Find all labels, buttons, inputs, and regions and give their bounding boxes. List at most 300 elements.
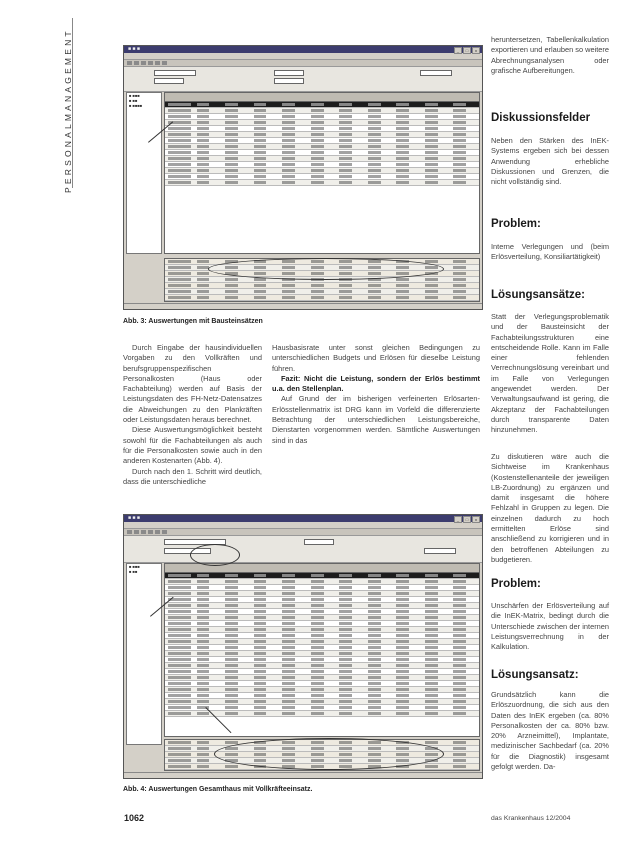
table-cell — [254, 664, 267, 667]
table-cell — [254, 646, 267, 649]
table-cell — [254, 634, 267, 637]
table-cell — [339, 290, 352, 293]
table-cell — [368, 712, 381, 715]
table-cell — [254, 604, 267, 607]
table-cell — [311, 103, 324, 106]
figure2-highlight-bottom — [214, 738, 444, 770]
table-cell — [197, 634, 210, 637]
table-cell — [425, 664, 438, 667]
table-cell — [396, 622, 409, 625]
table-cell — [396, 682, 409, 685]
table-cell — [254, 115, 267, 118]
table-cell — [339, 694, 352, 697]
table-cell — [168, 151, 191, 154]
table-cell — [168, 741, 191, 744]
table-cell — [282, 640, 295, 643]
table-cell — [282, 652, 295, 655]
table-cell — [225, 712, 238, 715]
table-cell — [225, 700, 238, 703]
left-column — [123, 343, 262, 487]
table-cell — [225, 574, 238, 577]
table-cell — [425, 694, 438, 697]
table-cell — [168, 284, 191, 287]
table-cell — [254, 706, 267, 709]
table-cell — [425, 688, 438, 691]
table-cell — [197, 115, 210, 118]
table-cell — [282, 616, 295, 619]
table-cell — [339, 574, 352, 577]
table-cell — [311, 175, 324, 178]
table-cell — [168, 759, 191, 762]
table-cell — [254, 290, 267, 293]
table-cell — [453, 157, 466, 160]
table-cell — [425, 622, 438, 625]
table-cell — [368, 652, 381, 655]
table-cell — [168, 652, 191, 655]
table-cell — [396, 604, 409, 607]
table-cell — [282, 682, 295, 685]
table-cell — [396, 127, 409, 130]
table-cell — [311, 700, 324, 703]
table-cell — [225, 145, 238, 148]
table-cell — [453, 115, 466, 118]
table-cell — [368, 169, 381, 172]
table-cell — [339, 670, 352, 673]
table-row — [165, 295, 479, 301]
table-cell — [453, 604, 466, 607]
table-cell — [282, 109, 295, 112]
table-cell — [339, 175, 352, 178]
table-cell — [282, 598, 295, 601]
table-cell — [368, 628, 381, 631]
table-cell — [396, 133, 409, 136]
table-cell — [311, 592, 324, 595]
table-cell — [225, 616, 238, 619]
table-cell — [396, 664, 409, 667]
table-cell — [254, 103, 267, 106]
table-cell — [425, 284, 438, 287]
table-cell — [282, 151, 295, 154]
table-cell — [197, 574, 210, 577]
table-cell — [368, 664, 381, 667]
table-cell — [453, 676, 466, 679]
table-cell — [396, 652, 409, 655]
table-cell — [225, 664, 238, 667]
table-cell — [311, 646, 324, 649]
table-cell — [339, 640, 352, 643]
table-cell — [311, 586, 324, 589]
table-cell — [453, 634, 466, 637]
table-cell — [425, 278, 438, 281]
figure1-table — [164, 92, 480, 254]
table-cell — [225, 133, 238, 136]
table-cell — [396, 181, 409, 184]
table-cell — [453, 586, 466, 589]
heading-loesungsansatz: Lösungsansatz: — [491, 669, 579, 681]
table-cell — [225, 127, 238, 130]
table-cell — [254, 592, 267, 595]
table-cell — [254, 640, 267, 643]
table-cell — [311, 133, 324, 136]
heading-loesungsansaetze: Lösungsansätze: — [491, 289, 585, 301]
figure1-highlight — [208, 258, 444, 280]
table-cell — [254, 652, 267, 655]
table-cell — [282, 290, 295, 293]
table-cell — [453, 753, 466, 756]
table-cell — [168, 181, 191, 184]
table-cell — [453, 670, 466, 673]
table-cell — [282, 658, 295, 661]
table-cell — [225, 175, 238, 178]
table-cell — [425, 658, 438, 661]
middle-conclusion: Fazit: Nicht die Leistung, sondern der Erlös bestimmt u.a. den Stellenplan. — [272, 373, 480, 394]
table-cell — [453, 640, 466, 643]
table-cell — [339, 616, 352, 619]
table-cell — [396, 700, 409, 703]
table-cell — [339, 598, 352, 601]
table-cell — [254, 145, 267, 148]
heading-diskussionsfelder: Diskussionsfelder — [491, 112, 591, 124]
table-cell — [396, 151, 409, 154]
table-cell — [396, 694, 409, 697]
table-cell — [368, 598, 381, 601]
table-cell — [339, 133, 352, 136]
table-cell — [197, 290, 210, 293]
right-paragraph-5: Unschärfen der Erlösverteilung auf die InEK-Matrix, bedingt durch die Unterschiede zwischen der internen Leistungsverrechnung in der Kalkulation. — [491, 601, 609, 652]
table-cell — [197, 145, 210, 148]
table-cell — [282, 133, 295, 136]
table-cell — [197, 296, 210, 299]
table-cell — [282, 586, 295, 589]
table-cell — [453, 151, 466, 154]
table-cell — [368, 634, 381, 637]
table-cell — [368, 658, 381, 661]
table-cell — [282, 610, 295, 613]
table-cell — [225, 284, 238, 287]
right-paragraph-3: Statt der Verlegungsproblematik und der Bausteinsicht der Fachabteilungsstrukturen eine entscheidende Rolle. Kann im Falle einer fehlenden Verrechnungslösung vereinbart und im Falle von Verlegungen angewendet werden. Der Verwaltungsaufwand ist gering, die Akzeptanz der Fachabteilungen durch transparente Daten hinzunehmen. — [491, 312, 609, 435]
table-cell — [168, 133, 191, 136]
table-cell — [254, 694, 267, 697]
table-cell — [339, 586, 352, 589]
table-cell — [197, 151, 210, 154]
table-cell — [254, 181, 267, 184]
table-cell — [311, 712, 324, 715]
table-cell — [368, 175, 381, 178]
journal-footer: das Krankenhaus 12/2004 — [491, 815, 571, 822]
table-cell — [197, 670, 210, 673]
table-cell — [453, 765, 466, 768]
table-cell — [368, 688, 381, 691]
table-cell — [168, 676, 191, 679]
table-cell — [311, 169, 324, 172]
table-cell — [425, 628, 438, 631]
table-cell — [453, 741, 466, 744]
table-cell — [168, 145, 191, 148]
table-cell — [425, 712, 438, 715]
table-cell — [168, 574, 191, 577]
table-cell — [339, 163, 352, 166]
table-cell — [282, 121, 295, 124]
figure1-caption: Abb. 3: Auswertungen mit Bausteinsätzen — [123, 318, 263, 325]
table-cell — [197, 127, 210, 130]
table-cell — [425, 741, 438, 744]
table-cell — [168, 646, 191, 649]
table-cell — [453, 103, 466, 106]
table-cell — [168, 688, 191, 691]
table-cell — [311, 151, 324, 154]
table-cell — [396, 278, 409, 281]
table-cell — [453, 622, 466, 625]
table-cell — [254, 622, 267, 625]
table-cell — [368, 284, 381, 287]
table-cell — [311, 682, 324, 685]
table-cell — [396, 598, 409, 601]
table-cell — [425, 574, 438, 577]
table-cell — [368, 700, 381, 703]
table-cell — [453, 109, 466, 112]
table-cell — [197, 580, 210, 583]
table-cell — [339, 284, 352, 287]
table-cell — [197, 688, 210, 691]
table-cell — [425, 290, 438, 293]
table-cell — [282, 163, 295, 166]
table-cell — [168, 604, 191, 607]
table-cell — [368, 640, 381, 643]
table-cell — [368, 103, 381, 106]
right-paragraph-6: Grundsätzlich kann die Erlöszuordnung, die sich aus den Daten des InEK ergeben (ca. 80% Personalkosten der ca. 80% bzw. 20% Arzneimittel), Implantate, medizinischer Sachbedarf (ca. 20% für die Diagnostik) insgesamt gefolgt werden. Da- — [491, 690, 609, 772]
table-cell — [453, 700, 466, 703]
table-cell — [453, 127, 466, 130]
table-cell — [168, 700, 191, 703]
table-cell — [197, 284, 210, 287]
table-cell — [225, 670, 238, 673]
table-cell — [425, 133, 438, 136]
table-cell — [311, 658, 324, 661]
figure2-table — [164, 563, 480, 737]
table-cell — [168, 682, 191, 685]
table-cell — [168, 115, 191, 118]
table-cell — [425, 765, 438, 768]
table-cell — [339, 712, 352, 715]
table-cell — [339, 688, 352, 691]
table-cell — [396, 169, 409, 172]
table-cell — [339, 127, 352, 130]
table-cell — [168, 586, 191, 589]
table-cell — [225, 592, 238, 595]
table-cell — [368, 163, 381, 166]
table-cell — [197, 682, 210, 685]
table-cell — [311, 706, 324, 709]
table-cell — [225, 278, 238, 281]
table-cell — [282, 688, 295, 691]
table-cell — [168, 640, 191, 643]
table-cell — [168, 103, 191, 106]
table-cell — [168, 169, 191, 172]
figure1-screenshot: ■ ■ ■ _ □ x ■ ■■■ ■ ■■ ■ ■■■■ — [123, 45, 483, 310]
table-cell — [225, 580, 238, 583]
table-cell — [396, 175, 409, 178]
table-cell — [168, 670, 191, 673]
table-cell — [282, 145, 295, 148]
table-cell — [254, 670, 267, 673]
middle-column — [272, 343, 480, 446]
table-cell — [225, 610, 238, 613]
right-paragraph-2: Interne Verlegungen und (beim Erlösverteilung, Konsiliartätigkeit) — [491, 242, 609, 262]
table-cell — [254, 133, 267, 136]
table-row — [165, 180, 479, 186]
table-cell — [282, 628, 295, 631]
table-cell — [225, 109, 238, 112]
table-cell — [339, 628, 352, 631]
table-cell — [396, 109, 409, 112]
table-cell — [254, 121, 267, 124]
table-cell — [282, 622, 295, 625]
table-cell — [168, 658, 191, 661]
table-cell — [453, 272, 466, 275]
right-paragraph-4: Zu diskutieren wäre auch die Sichtweise im Krankenhaus (Kostenstellenanteile der jeweiligen LB-Zuordnung) zu ergänzen und damit insgesamt die höhere Fehlzahl in Gruppen zu legen. Die einzelnen dadurch zu hoch ermittelten Erlöse sind anschließend zu korrigieren und in den betroffenen Abteilungen zu budgetieren. — [491, 452, 609, 564]
table-cell — [282, 580, 295, 583]
table-cell — [282, 646, 295, 649]
table-cell — [368, 706, 381, 709]
table-cell — [254, 296, 267, 299]
table-cell — [197, 759, 210, 762]
table-cell — [425, 175, 438, 178]
table-cell — [453, 652, 466, 655]
table-cell — [168, 139, 191, 142]
table-cell — [254, 580, 267, 583]
table-cell — [168, 753, 191, 756]
table-cell — [225, 765, 238, 768]
table-cell — [168, 272, 191, 275]
table-cell — [197, 109, 210, 112]
table-cell — [368, 682, 381, 685]
left-paragraph-3: Durch nach den 1. Schritt wird deutlich, dass die unterschiedliche — [123, 466, 262, 486]
table-cell — [425, 103, 438, 106]
table-cell — [282, 676, 295, 679]
table-cell — [453, 175, 466, 178]
table-cell — [396, 296, 409, 299]
table-cell — [425, 700, 438, 703]
table-cell — [368, 592, 381, 595]
figure1-tree: ■ ■■■ ■ ■■ ■ ■■■■ — [126, 92, 162, 254]
table-cell — [311, 290, 324, 293]
table-cell — [225, 622, 238, 625]
table-cell — [311, 694, 324, 697]
heading-problem-1: Problem: — [491, 218, 541, 230]
table-cell — [453, 688, 466, 691]
table-cell — [368, 121, 381, 124]
table-cell — [197, 712, 210, 715]
table-cell — [425, 640, 438, 643]
table-cell — [453, 121, 466, 124]
table-cell — [339, 652, 352, 655]
table-cell — [339, 592, 352, 595]
table-cell — [396, 592, 409, 595]
table-cell — [396, 290, 409, 293]
table-cell — [368, 622, 381, 625]
table-cell — [339, 181, 352, 184]
table-cell — [225, 628, 238, 631]
table-cell — [368, 145, 381, 148]
table-cell — [282, 181, 295, 184]
table-cell — [197, 640, 210, 643]
table-cell — [368, 610, 381, 613]
table-cell — [168, 127, 191, 130]
table-cell — [396, 115, 409, 118]
table-cell — [396, 574, 409, 577]
table-cell — [339, 157, 352, 160]
table-cell — [168, 628, 191, 631]
table-cell — [254, 712, 267, 715]
table-cell — [453, 139, 466, 142]
table-cell — [197, 628, 210, 631]
table-cell — [368, 296, 381, 299]
table-cell — [311, 664, 324, 667]
table-cell — [453, 682, 466, 685]
table-cell — [339, 109, 352, 112]
table-cell — [254, 628, 267, 631]
table-cell — [368, 181, 381, 184]
middle-paragraph-2 — [272, 374, 480, 395]
table-cell — [396, 646, 409, 649]
table-cell — [425, 634, 438, 637]
table-cell — [339, 296, 352, 299]
table-cell — [311, 145, 324, 148]
table-cell — [168, 296, 191, 299]
table-cell — [282, 712, 295, 715]
table-cell — [339, 151, 352, 154]
table-cell — [225, 598, 238, 601]
table-cell — [396, 284, 409, 287]
table-cell — [453, 181, 466, 184]
table-cell — [453, 616, 466, 619]
table-cell — [282, 634, 295, 637]
table-cell — [254, 598, 267, 601]
table-cell — [225, 163, 238, 166]
table-cell — [168, 592, 191, 595]
table-cell — [311, 109, 324, 112]
table-cell — [339, 664, 352, 667]
table-cell — [225, 676, 238, 679]
table-cell — [197, 765, 210, 768]
table-cell — [368, 133, 381, 136]
table-cell — [225, 634, 238, 637]
table-cell — [453, 260, 466, 263]
table-cell — [225, 640, 238, 643]
table-cell — [311, 115, 324, 118]
table-cell — [425, 646, 438, 649]
table-cell — [225, 157, 238, 160]
table-cell — [225, 139, 238, 142]
table-cell — [168, 260, 191, 263]
table-cell — [282, 115, 295, 118]
table-cell — [396, 157, 409, 160]
table-cell — [425, 127, 438, 130]
table-cell — [282, 175, 295, 178]
table-cell — [425, 121, 438, 124]
table-cell — [225, 682, 238, 685]
table-cell — [453, 598, 466, 601]
table-cell — [396, 670, 409, 673]
figure2-caption: Abb. 4: Auswertungen Gesamthaus mit Vollkräfteeinsatz. — [123, 786, 313, 793]
table-cell — [168, 580, 191, 583]
table-cell — [254, 139, 267, 142]
table-cell — [425, 586, 438, 589]
table-cell — [339, 610, 352, 613]
table-cell — [282, 604, 295, 607]
table-cell — [311, 616, 324, 619]
table-cell — [368, 574, 381, 577]
